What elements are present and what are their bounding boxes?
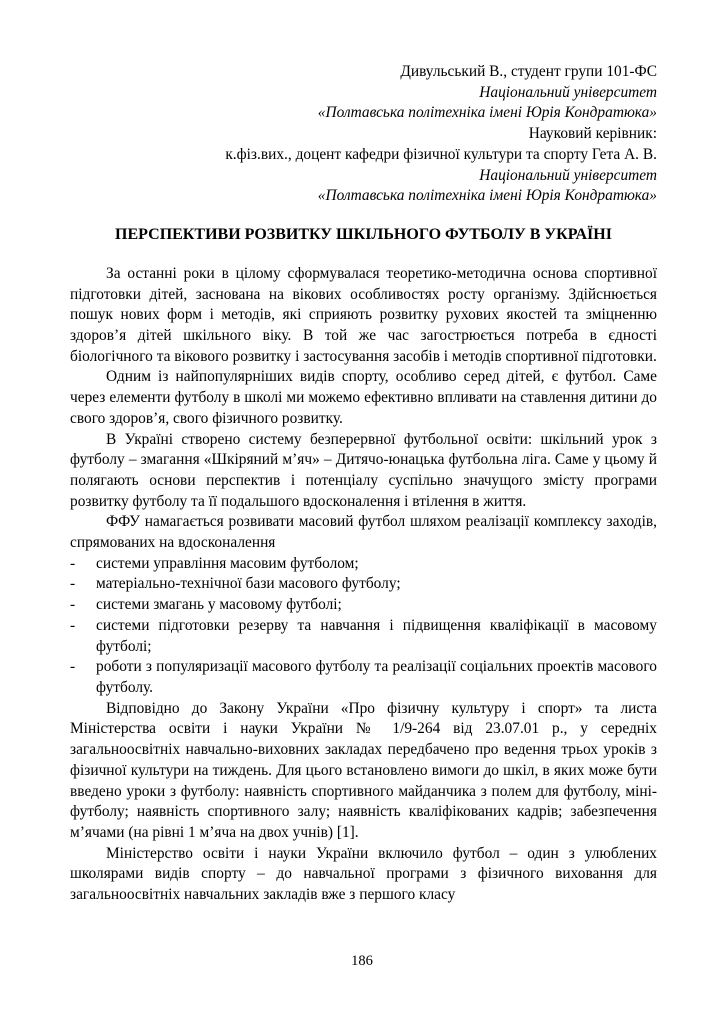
byline-university-name: «Полтавська політехніка імені Юрія Кондратюка» — [317, 104, 657, 122]
paragraph: Одним із найпопулярніших видів спорту, особливо серед дітей, є футбол. Саме через елементи футболу в школі ми можемо ефективно впливати на ставлення дитини до свого здоров’я, свого фізичного розвитку. — [70, 368, 657, 427]
byline-university-name-2: «Полтавська політехніка імені Юрія Кондратюка» — [317, 187, 657, 205]
list-item — [70, 616, 657, 657]
page-title: ПЕРСПЕКТИВИ РОЗВИТКУ ШКІЛЬНОГО ФУТБОЛУ В УКРАЇНІ — [115, 225, 612, 243]
paragraph: В Україні створено систему безперервної футбольної освіти: шкільний урок з футболу – змагання «Шкіряний м’яч» – Дитячо-юнацька футбольна ліга. Саме у цьому й полягають основи перспектив і потенціалу суспільно значущого змісту програми розвитку футболу та її подальшого вдосконалення і втілення в життя. — [70, 430, 657, 510]
list-item — [70, 554, 657, 575]
paragraph: ФФУ намагається розвивати масовий футбол шляхом реалізації комплексу заходів, спрямованих на вдосконалення — [70, 513, 657, 552]
list-dash: - — [70, 575, 76, 593]
byline-supervisor: к.фіз.вих., доцент кафедри фізичної культури та спорту Гета А. В. — [225, 145, 657, 163]
byline-supervisor-label: Науковий керівник: — [528, 125, 657, 143]
byline-student: Дивульський В., студент групи 101-ФС — [400, 63, 657, 80]
paragraph: Міністерство освіти і науки України включило футбол – один з улюблених школярами видів спорту – до навчальної програми з фізичного виховання для загальноосвітніх навчальних закладів вже з першого класу — [70, 844, 657, 904]
byline-block — [70, 62, 657, 207]
list-item-text: роботи з популяризації масового футболу та реалізації соціальних проектів масового футболу. — [96, 658, 657, 696]
page-number: 186 — [351, 953, 373, 970]
list-dash: - — [70, 554, 76, 572]
list-item-text: системи підготовки резерву та навчання і підвищення кваліфікації в масовому футболі; — [96, 616, 657, 655]
list-item-text: системи управління масовим футболом; — [96, 554, 359, 572]
list-item — [70, 595, 657, 616]
list-dash: - — [70, 596, 76, 614]
list-item — [70, 574, 657, 595]
list-item-text: системи змагань у масовому футболі; — [96, 596, 342, 614]
list-item-text: матеріально-технічної бази масового футболу; — [96, 575, 401, 593]
paragraph: Відповідно до Закону України «Про фізичну культуру і спорт» та листа Міністерства освіти і науки України № 1/9-264 від 23.07.01 р., у середніх загальноосвітніх навчально-виховних закладах передбачено про ведення трьох уроків з фізичної культури на тиждень. Для цього встановлено вимоги до шкіл, в яких може бути введено уроки з футболу: наявність спортивного майданчика з полем для футболу, міні-футболу; наявність спортивного залу; наявність кваліфікованих кадрів; забезпечення м’ячами (на рівні 1 м’яча на двох учнів) [1]. — [70, 699, 657, 841]
list-dash: - — [70, 658, 76, 676]
paragraph: За останні роки в цілому сформувалася теоретико-методична основа спортивної підготовки дітей, заснована на вікових особливостях росту організму. Здійснюється пошук нових форм і методів, які сприяють розвитку рухових якостей та зміцненню здоров’я дітей шкільного віку. В той же час загострюється потреба в єдності біологічного та вікового розвитку і застосування засобів і методів спортивної підготовки. — [70, 264, 657, 365]
list-dash: - — [70, 616, 76, 634]
byline-university-2: Національний університет — [479, 166, 657, 184]
list-item — [70, 657, 657, 698]
byline-university: Національний університет — [479, 83, 657, 101]
